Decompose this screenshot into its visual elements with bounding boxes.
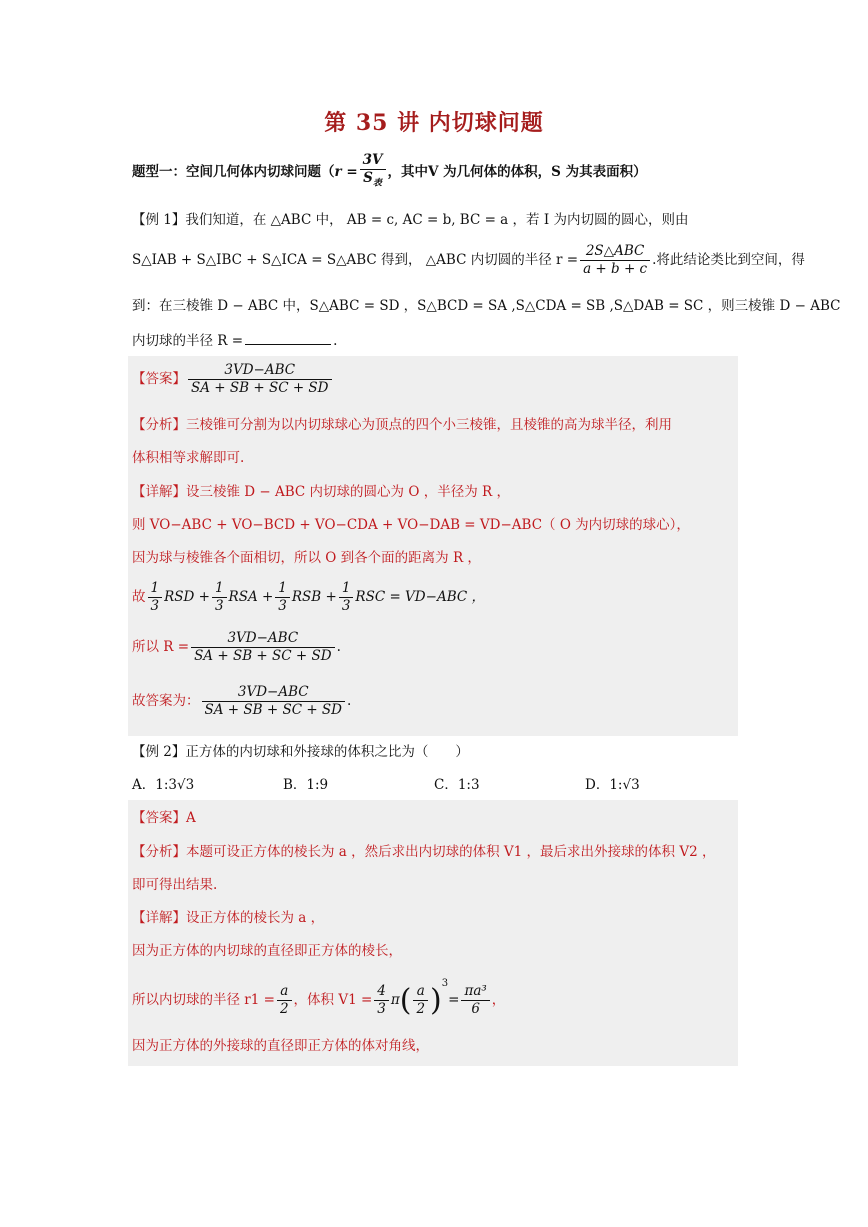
vol-den: 6 [471,1001,480,1017]
ex1-line4-text: 内切球的半径 R = [132,333,244,349]
frac-num: 1 [275,580,290,598]
ans2-analysis2: 即可得出结果. [132,877,218,893]
ans1-num: 3VD−ABC [188,362,332,380]
ans1-detail6 [132,684,351,719]
ans1-label: 【答案】 [132,371,186,387]
section-prefix: 题型一：空间几何体内切球问题（ [132,163,335,180]
vol-num: πa³ [461,983,489,1001]
a-half-frac [413,983,428,1018]
term-4: RSC = VD−ABC ， [355,589,485,605]
ans1-answer [132,362,334,397]
option-b[interactable] [283,773,328,793]
left-paren: ( [399,983,412,1018]
answer-blank [245,344,331,345]
option-b-text: 1:9 [306,777,329,793]
d6-num: 3VD−ABC [202,684,346,702]
right-paren: ) [430,983,442,1018]
ah-den: 2 [416,1001,426,1017]
formula-fraction [360,152,386,193]
ex2-question: 【例 2】正方体的内切球和外接球的体积之比为（ ） [132,744,469,760]
third-frac-4 [339,580,354,615]
ans1-d4-prefix: 故 [132,589,146,605]
ans2-detail2: 因为正方体的内切球的直径即正方体的棱长， [132,943,402,959]
formula-numerator: 3V [360,152,386,170]
d6-den: SA + SB + SC + SD [204,702,342,718]
frac-num: 1 [339,580,354,598]
ah-num: a [413,983,428,1001]
radius-num: a [277,983,292,1001]
ans2-d3-end: ， [491,992,506,1008]
ex1-den: a + b + c [583,261,648,277]
third-frac-2 [212,580,227,615]
frac-den: 3 [278,598,287,614]
section-suffix: ，其中V 为几何体的体积，S 为其表面积） [387,163,647,180]
formula-den-sub: 表 [372,178,382,189]
section-heading [132,152,647,193]
ans2-detail1: 【详解】设正方体的棱长为 a ， [132,910,325,926]
ans1-detail1: 【详解】设三棱锥 D − ABC 内切球的圆心为 O ，半径为 R ， [132,484,510,500]
term-1: RSD + [164,589,210,605]
ans2-d3-mid: ，体积 V1 = [293,992,373,1008]
ans1-d5-end: . [336,639,341,655]
ans1-analysis1: 【分析】三棱锥可分割为以内切球球心为顶点的四个小三棱锥，且棱锥的高为球半径，利用 [132,417,672,433]
formula-den-s: S [363,170,373,186]
page-title: 第 35 讲 内切球问题 [324,110,544,136]
option-a-label: A． [132,777,156,793]
option-d-text: 1:√3 [609,777,640,793]
ans2-d3-prefix: 所以内切球的半径 r1 = [132,992,275,1008]
ex1-line4 [132,329,337,349]
term-2: RSA + [228,589,274,605]
ft-den: 3 [377,1001,386,1017]
third-frac-3 [275,580,290,615]
ans1-d6-frac [202,684,346,719]
pi-symbol: π [390,992,400,1008]
radius-den: 2 [279,1001,289,1017]
option-c-text: 1:3 [457,777,480,793]
term-3: RSB + [291,589,337,605]
formula-r: r = [334,163,358,180]
d5-den: SA + SB + SC + SD [194,648,332,664]
ans2-detail4: 因为正方体的外接球的直径即正方体的体对角线， [132,1038,429,1054]
ans1-d5-prefix: 所以 R = [132,639,190,655]
frac-num: 1 [148,580,163,598]
ans1-detail4 [132,580,485,615]
option-b-label: B． [283,777,307,793]
frac-den: 3 [341,598,351,614]
ex1-num: 2S△ABC [580,243,650,261]
ex1-line2 [132,243,805,278]
ans1-d5-frac [191,630,335,665]
ans2-analysis1: 【分析】本题可设正方体的棱长为 a ，然后求出内切球的体积 V1 ，最后求出外接球的体积 V2 ， [132,844,716,860]
equals-sign: = [448,992,460,1008]
formula-denominator [360,170,386,193]
third-frac-1 [148,580,163,615]
option-d[interactable] [585,773,640,793]
four-thirds-frac [374,983,389,1018]
ans2-answer: 【答案】A [132,810,196,826]
ex1-line1: 【例 1】我们知道，在 △ABC 中， AB = c, AC = b, BC = a ，若 I 为内切圆的圆心，则由 [132,212,689,228]
ex1-radius-fraction [580,243,650,278]
ex1-line4-end: . [333,333,338,349]
ans1-d6-prefix: 故答案为： [132,693,200,709]
volume-frac [461,983,489,1018]
frac-den: 3 [150,598,160,614]
option-a-text: 1:3√3 [155,777,195,793]
ans1-d6-end: . [347,693,352,709]
ans1-den: SA + SB + SC + SD [191,380,329,396]
ans1-analysis2: 体积相等求解即可. [132,450,245,466]
ex1-line2b: .将此结论类比到空间，得 [652,252,805,268]
frac-num: 1 [212,580,227,598]
d5-num: 3VD−ABC [191,630,335,648]
frac-den: 3 [214,598,224,614]
cube-exponent: 3 [441,978,449,989]
option-c[interactable] [434,773,480,793]
radius-frac [277,983,292,1018]
ans2-detail3 [132,978,505,1018]
option-d-label: D． [585,777,610,793]
ex1-line2a: S△IAB + S△IBC + S△ICA = S△ABC 得到， △ABC 内切圆的半径 r = [132,252,579,268]
ans1-detail5 [132,630,341,665]
ex1-line3: 到：在三棱锥 D − ABC 中，S△ABC = SD ，S△BCD = SA ,S△CDA = SB ,S△DAB = SC ，则三棱锥 D − ABC [132,298,841,314]
ans1-detail3: 因为球与棱锥各个面相切，所以 O 到各个面的距离为 R ， [132,550,481,566]
ans1-fraction [188,362,332,397]
ans1-detail2: 则 VO−ABC + VO−BCD + VO−CDA + VO−DAB = VD−ABC（ O 为内切球的球心）， [132,517,690,533]
ft-num: 4 [374,983,389,1001]
option-a[interactable] [132,773,194,793]
option-c-label: C． [434,777,458,793]
